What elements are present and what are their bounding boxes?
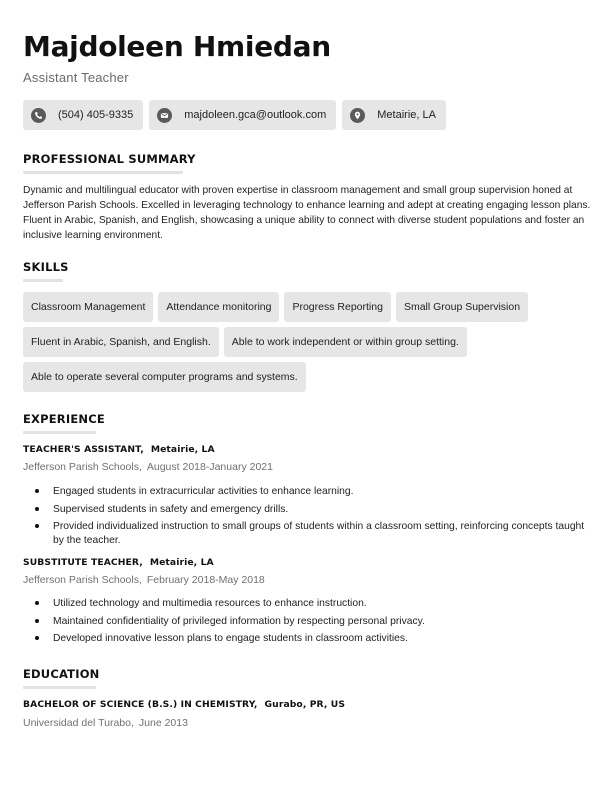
summary-heading: PROFESSIONAL SUMMARY (23, 152, 196, 166)
job-1-employer: Jefferson Parish Schools, (23, 461, 142, 473)
email-chip[interactable] (149, 100, 336, 130)
list-item: Utilized technology and multimedia resources to enhance instruction. (23, 597, 593, 611)
job-title: Assistant Teacher (23, 70, 129, 85)
list-item: Supervised students in safety and emergency drills. (23, 503, 593, 517)
email-text: majdoleen.gca@outlook.com (184, 109, 327, 121)
job-2-employer: Jefferson Parish Schools, (23, 574, 142, 586)
education-divider (23, 686, 96, 689)
education-school: Universidad del Turabo, (23, 717, 134, 729)
education-degree-line (23, 699, 345, 710)
phone-chip[interactable] (23, 100, 143, 130)
experience-divider (23, 431, 96, 434)
skill-tag: Small Group Supervision (396, 292, 528, 322)
job-2-title: SUBSTITUTE TEACHER, (23, 557, 143, 568)
job-2-dates: February 2018-May 2018 (146, 574, 265, 586)
job-2-bullets (23, 597, 593, 650)
skill-tag: Able to operate several computer programs and systems. (23, 362, 306, 392)
location-icon (350, 108, 365, 123)
candidate-name: Majdoleen Hmiedan (23, 30, 331, 63)
summary-text: Dynamic and multilingual educator with proven expertise in classroom management and small group supervision honed at Jefferson Parish Schools. Excelled in leveraging technology to enhance learning and adept at creating engaging lesson plans. Fluent in Arabic, Spanish, and English, showcasing a unique ability to connect with diverse student populations and foster an inclusive learning environment. (23, 185, 591, 241)
location-text: Metairie, LA (377, 109, 436, 121)
experience-heading: EXPERIENCE (23, 412, 105, 426)
job-2-meta (23, 574, 265, 586)
list-item: Engaged students in extracurricular activities to enhance learning. (23, 485, 593, 499)
summary-divider (23, 171, 183, 174)
skill-tag: Attendance monitoring (158, 292, 279, 322)
education-meta (23, 717, 188, 729)
job-2-heading (23, 557, 214, 568)
skill-tag: Progress Reporting (284, 292, 390, 322)
skills-list (23, 292, 593, 392)
skills-heading: SKILLS (23, 260, 69, 274)
skill-tag: Classroom Management (23, 292, 153, 322)
contact-bar (23, 100, 446, 130)
list-item: Developed innovative lesson plans to engage students in classroom activities. (23, 632, 593, 646)
location-chip[interactable] (342, 100, 446, 130)
job-1-location: Metairie, LA (150, 444, 215, 455)
job-1-heading (23, 444, 215, 455)
skill-tag: Fluent in Arabic, Spanish, and English. (23, 327, 219, 357)
job-2-location: Metairie, LA (149, 557, 214, 568)
job-1-meta (23, 461, 273, 473)
list-item: Provided individualized instruction to small groups of students within a classroom setting, reinforcing concepts taught by the teacher. (23, 520, 593, 547)
education-date: June 2013 (138, 717, 188, 729)
phone-icon (31, 108, 46, 123)
education-location: Gurabo, PR, US (264, 699, 346, 710)
phone-text: (504) 405-9335 (58, 109, 134, 121)
skill-tag: Able to work independent or within group setting. (224, 327, 467, 357)
email-icon (157, 108, 172, 123)
list-item: Maintained confidentiality of privileged information by respecting personal privacy. (23, 615, 593, 629)
job-1-title: TEACHER'S ASSISTANT, (23, 444, 144, 455)
education-heading: EDUCATION (23, 667, 100, 681)
education-degree: BACHELOR OF SCIENCE (B.S.) IN CHEMISTRY, (23, 699, 258, 710)
skills-divider (23, 279, 63, 282)
job-1-dates: August 2018-January 2021 (146, 461, 273, 473)
job-1-bullets (23, 485, 593, 551)
